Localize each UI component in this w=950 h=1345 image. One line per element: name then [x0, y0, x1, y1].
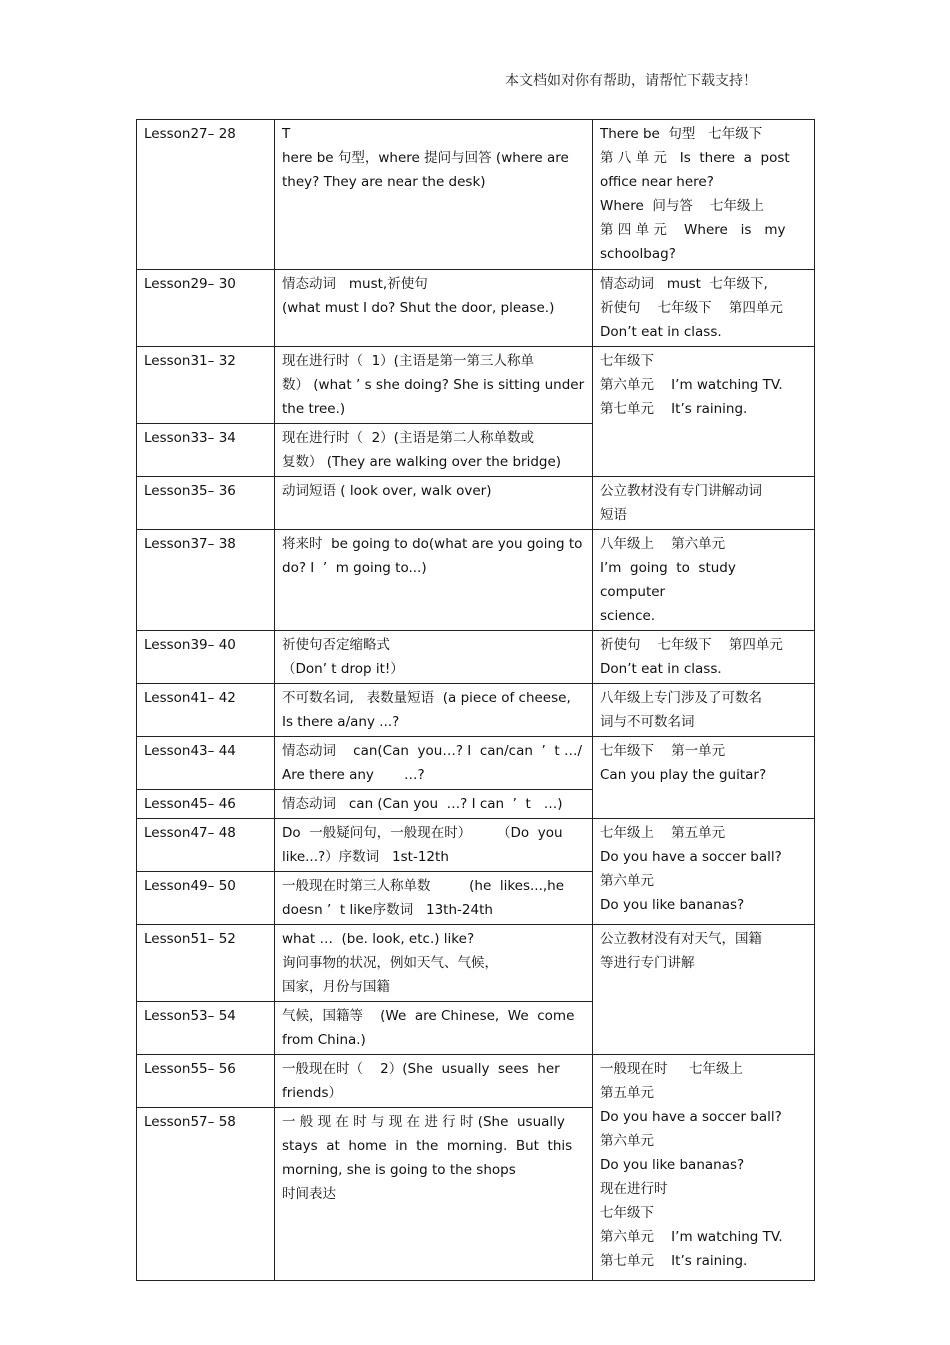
topic-cell: Do 一般疑问句，一般现在时） （Do you like...?）序数词 1st-12th [275, 819, 593, 872]
lesson-table [136, 119, 815, 1281]
lesson-cell: Lesson43– 44 [137, 737, 275, 790]
table-row [137, 684, 815, 737]
lesson-cell: Lesson27– 28 [137, 120, 275, 270]
reference-cell: 祈使句 七年级下 第四单元 Don’t eat in class. [593, 631, 815, 684]
reference-cell: 七年级下 第一单元 Can you play the guitar? [593, 737, 815, 819]
lesson-cell: Lesson53– 54 [137, 1002, 275, 1055]
topic-cell: 一般现在时（ 2）(She usually sees her friends） [275, 1055, 593, 1108]
table-row [137, 1055, 815, 1108]
table-row [137, 530, 815, 631]
lesson-cell: Lesson33– 34 [137, 424, 275, 477]
topic-cell: 情态动词 can(Can you…? I can/can ’ t …/ Are there any …? [275, 737, 593, 790]
reference-cell: 一般现在时 七年级上 第五单元 Do you have a soccer ball? 第六单元 Do you like bananas? 现在进行时 七年级下 第六单元 I’m watching TV. 第七单元 It’s raining. [593, 1055, 815, 1281]
reference-cell: 公立教材没有专门讲解动词 短语 [593, 477, 815, 530]
lesson-cell: Lesson51– 52 [137, 925, 275, 1002]
topic-cell: 不可数名词, 表数量短语 (a piece of cheese, Is there a/any ...? [275, 684, 593, 737]
table-row [137, 631, 815, 684]
reference-cell: 七年级下 第六单元 I’m watching TV. 第七单元 It’s raining. [593, 347, 815, 477]
topic-cell: what … (be. look, etc.) like? 询问事物的状况，例如天气、气候， 国家，月份与国籍 [275, 925, 593, 1002]
lesson-cell: Lesson39– 40 [137, 631, 275, 684]
topic-cell: 将来时 be going to do(what are you going to do? I ’ m going to...) [275, 530, 593, 631]
topic-cell: 现在进行时（ 1）(主语是第一第三人称单 数） (what ’ s she doing? She is sitting under the tree.) [275, 347, 593, 424]
topic-cell: 情态动词 can (Can you …? I can ’ t …) [275, 790, 593, 819]
page-header-note: 本文档如对你有帮助，请帮忙下载支持！ [505, 73, 757, 89]
lesson-cell: Lesson41– 42 [137, 684, 275, 737]
topic-cell: 情态动词 must,祈使句 (what must I do? Shut the door, please.) [275, 270, 593, 347]
table-row [137, 819, 815, 872]
lesson-cell: Lesson49– 50 [137, 872, 275, 925]
reference-cell: 八年级上 第六单元 I’m going to study computer science. [593, 530, 815, 631]
topic-cell: 气候，国籍等 (We are Chinese, We come from China.) [275, 1002, 593, 1055]
lesson-cell: Lesson57– 58 [137, 1108, 275, 1281]
table-row [137, 925, 815, 1002]
table-row [137, 477, 815, 530]
reference-cell: There be 句型 七年级下 第 八 单 元 Is there a post office near here? Where 问与答 七年级上 第 四 单 元 Where is my schoolbag? [593, 120, 815, 270]
reference-cell: 七年级上 第五单元 Do you have a soccer ball? 第六单元 Do you like bananas? [593, 819, 815, 925]
lesson-cell: Lesson29– 30 [137, 270, 275, 347]
topic-cell: 动词短语 ( look over, walk over) [275, 477, 593, 530]
reference-cell: 八年级上专门涉及了可数名 词与不可数名词 [593, 684, 815, 737]
lesson-cell: Lesson47– 48 [137, 819, 275, 872]
lesson-cell: Lesson35– 36 [137, 477, 275, 530]
lesson-cell: Lesson37– 38 [137, 530, 275, 631]
lesson-cell: Lesson31– 32 [137, 347, 275, 424]
reference-cell: 情态动词 must 七年级下, 祈使句 七年级下 第四单元 Don’t eat in class. [593, 270, 815, 347]
topic-cell: 一 般 现 在 时 与 现 在 进 行 时 (She usually stays at home in the morning. But this morning, she is going to the shops 时间表达 [275, 1108, 593, 1281]
table-row [137, 737, 815, 790]
topic-cell: 现在进行时（ 2）(主语是第二人称单数或 复数） (They are walking over the bridge) [275, 424, 593, 477]
topic-cell: T here be 句型，where 提问与回答 (where are they? They are near the desk) [275, 120, 593, 270]
lesson-cell: Lesson55– 56 [137, 1055, 275, 1108]
topic-cell: 一般现在时第三人称单数 (he likes...,he doesn ’ t like序数词 13th-24th [275, 872, 593, 925]
table-row [137, 347, 815, 424]
topic-cell: 祈使句否定缩略式 （Don’ t drop it!） [275, 631, 593, 684]
table-row [137, 120, 815, 270]
lesson-cell: Lesson45– 46 [137, 790, 275, 819]
reference-cell: 公立教材没有对天气，国籍 等进行专门讲解 [593, 925, 815, 1055]
table-row [137, 270, 815, 347]
